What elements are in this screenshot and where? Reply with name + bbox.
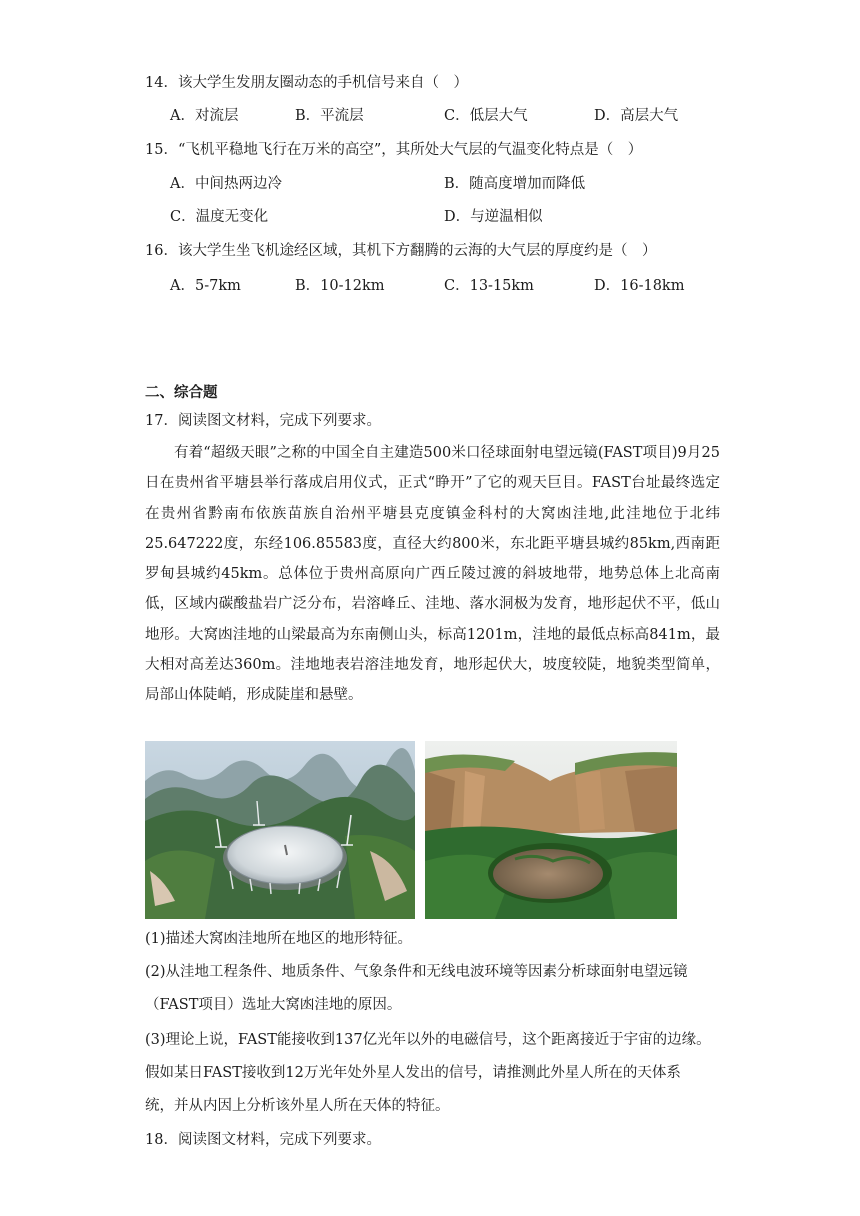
q14-option-d: D．高层大气	[594, 108, 679, 124]
depression-photo	[425, 741, 677, 919]
q16-option-a: A．5-7km	[170, 278, 241, 294]
q17-sub2-line1: (2)从洼地工程条件、地质条件、气象条件和无线电波环境等因素分析球面射电望远镜	[145, 964, 688, 980]
section-title: 二、综合题	[145, 384, 218, 401]
q14-option-c: C．低层大气	[444, 108, 528, 124]
fast-telescope-photo	[145, 741, 415, 919]
q16-stem: 16．该大学生坐飞机途经区域，其机下方翻腾的云海的大气层的厚度约是（ ）	[145, 243, 657, 259]
q17-passage	[145, 438, 720, 711]
q15-option-c: C．温度无变化	[170, 209, 269, 225]
q15-stem: 15．“飞机平稳地飞行在万米的高空”，其所处大气层的气温变化特点是（ ）	[145, 142, 643, 158]
q17-sub3-line3: 统，并从内因上分析该外星人所在天体的特征。	[145, 1098, 450, 1114]
q15-option-a: A．中间热两边冷	[170, 176, 282, 192]
q14-stem: 14．该大学生发朋友圈动态的手机信号来自（ ）	[145, 75, 468, 91]
q15-option-b: B．随高度增加而降低	[444, 176, 586, 192]
q17-passage-text: 有着“超级天眼”之称的中国全自主建造500米口径球面射电望远镜(FAST项目)9月25日在贵州省平塘县举行落成启用仪式，正式“睁开”了它的观天巨目。FAST台址最终选定在贵州省黔南布依族苗族自治州平塘县克度镇金科村的大窝凼洼地,此洼地位于北纬25.647222度，东经106.85583度，直径大约800米，东北距平塘县城约85km,西南距罗甸县城约45km。总体位于贵州高原向广西丘陵过渡的斜坡地带，地势总体上北高南低，区域内碳酸盐岩广泛分布，岩溶峰丘、洼地、落水洞极为发育，地形起伏不平，低山地形。大窝凼洼地的山梁最高为东南侧山头，标高1201m，洼地的最低点标高841m，最大相对高差达360m。洼地地表岩溶洼地发育，地形起伏大，坡度较陡，地貌类型简单，局部山体陡峭，形成陡崖和悬壁。	[145, 445, 720, 704]
q16-option-d: D．16-18km	[594, 278, 685, 294]
q17-stem: 17．阅读图文材料，完成下列要求。	[145, 413, 381, 429]
q16-option-b: B．10-12km	[295, 278, 385, 294]
q17-sub1: (1)描述大窝凼洼地所在地区的地形特征。	[145, 931, 413, 947]
q15-option-d: D．与逆温相似	[444, 209, 543, 225]
q17-sub3-line2: 假如某日FAST接收到12万光年处外星人发出的信号，请推测此外星人所在的天体系	[145, 1065, 681, 1081]
q16-option-c: C．13-15km	[444, 278, 534, 294]
q17-sub2-line2: （FAST项目）选址大窝凼洼地的原因。	[145, 997, 402, 1013]
q17-sub3-line1: (3)理论上说，FAST能接收到137亿光年以外的电磁信号，这个距离接近于宇宙的边缘。	[145, 1032, 711, 1048]
q18-stem: 18．阅读图文材料，完成下列要求。	[145, 1132, 381, 1148]
q14-option-b: B．平流层	[295, 108, 364, 124]
q14-option-a: A．对流层	[170, 108, 239, 124]
